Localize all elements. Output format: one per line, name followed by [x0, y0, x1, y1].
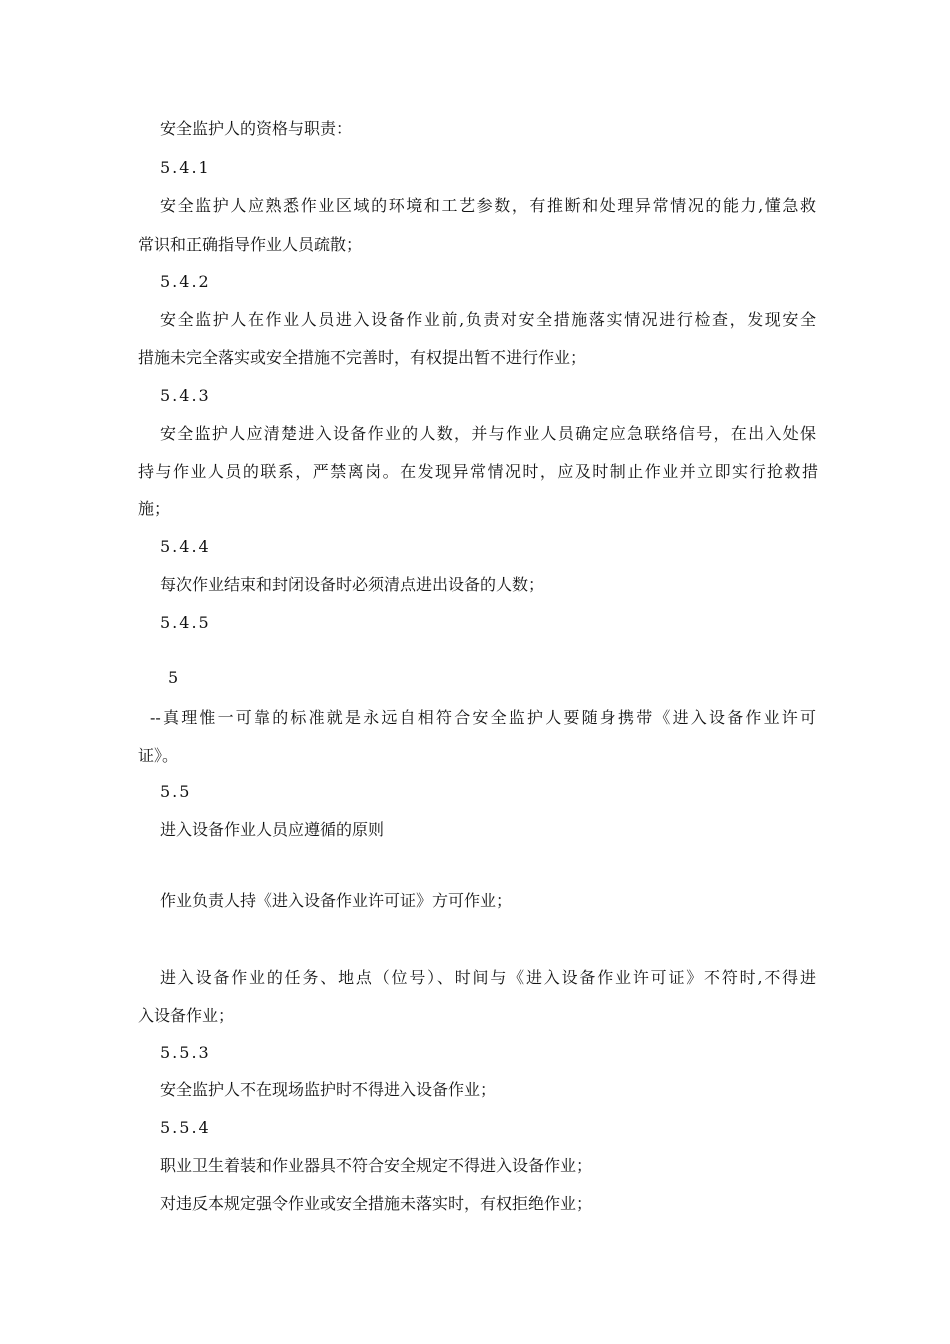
paragraph-line: 进入设备作业的任务、地点（位号）、时间与《进入设备作业许可证》不符时,不得进 [160, 968, 816, 987]
clause-number: 5.4.2 [160, 272, 211, 291]
clause-number: 5 [168, 668, 179, 687]
paragraph-line: 安全监护人应清楚进入设备作业的人数，并与作业人员确定应急联络信号，在出入处保 [160, 424, 816, 443]
paragraph-line: 安全监护人在作业人员进入设备作业前,负责对安全措施落实情况进行检查，发现安全 [160, 310, 816, 329]
section-number: 5.5 [160, 782, 192, 801]
paragraph-line: 施； [138, 499, 171, 518]
paragraph-line: 常识和正确指导作业人员疏散； [138, 235, 363, 254]
paragraph-line: 每次作业结束和封闭设备时必须清点进出设备的人数； [160, 575, 545, 594]
paragraph-line: 措施未完全落实或安全措施不完善时，有权提出暂不进行作业； [138, 348, 587, 367]
clause-number: 5.4.3 [160, 386, 211, 405]
paragraph-line: 安全监护人不在现场监护时不得进入设备作业； [160, 1080, 497, 1099]
clause-number: 5.4.4 [160, 537, 211, 556]
paragraph-line: --真理惟一可靠的标准就是永远自相符合安全监护人要随身携带《进入设备作业许可 [150, 708, 816, 727]
section-heading: 安全监护人的资格与职责： [160, 119, 353, 138]
paragraph-line: 证》。 [138, 746, 179, 765]
clause-number: 5.5.3 [160, 1043, 211, 1062]
clause-number: 5.4.1 [160, 158, 211, 177]
clause-number: 5.5.4 [160, 1118, 211, 1137]
paragraph-line: 入设备作业； [138, 1006, 235, 1025]
section-heading: 进入设备作业人员应遵循的原则 [160, 820, 385, 839]
paragraph-line: 作业负责人持《进入设备作业许可证》方可作业； [160, 891, 513, 910]
paragraph-line: 对违反本规定强令作业或安全措施未落实时，有权拒绝作业； [160, 1194, 593, 1213]
paragraph-line: 持与作业人员的联系，严禁离岗。在发现异常情况时，应及时制止作业并立即实行抢救措 [138, 462, 818, 481]
paragraph-line: 安全监护人应熟悉作业区域的环境和工艺参数，有推断和处理异常情况的能力,懂急救 [160, 196, 816, 215]
clause-number: 5.4.5 [160, 613, 211, 632]
paragraph-line: 职业卫生着装和作业器具不符合安全规定不得进入设备作业； [160, 1156, 593, 1175]
